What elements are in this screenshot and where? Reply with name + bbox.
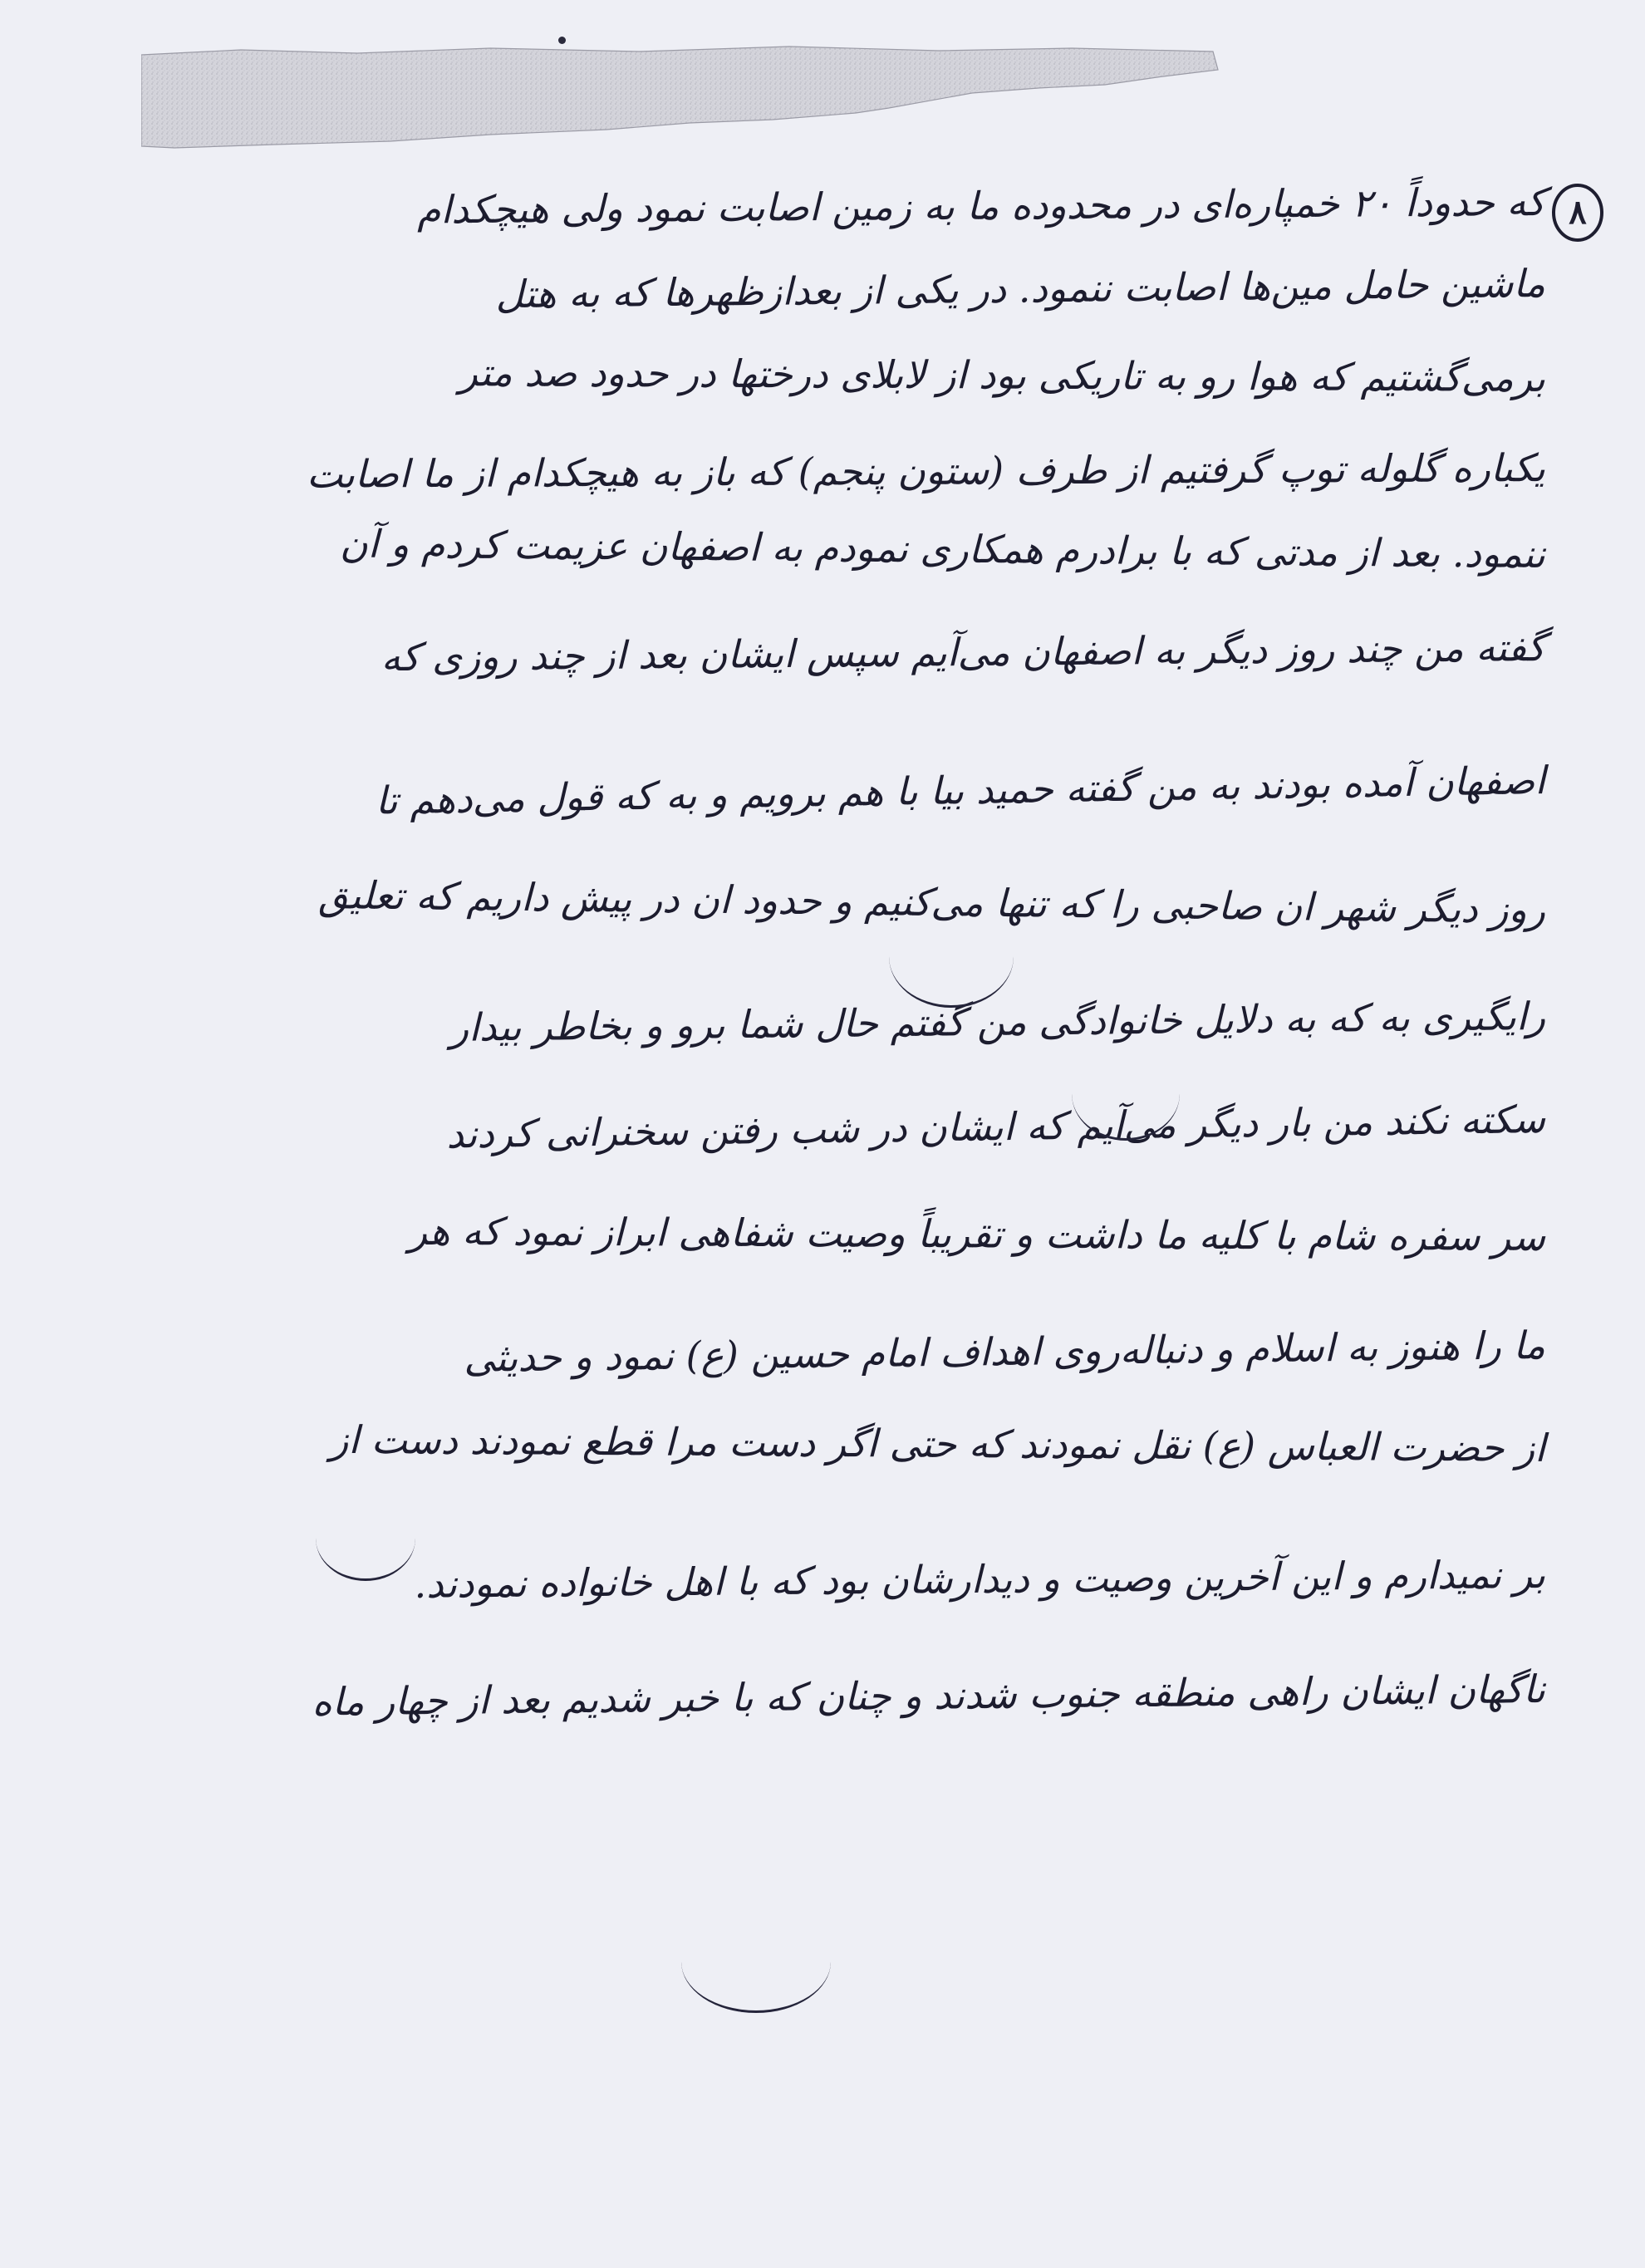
- text-line-15: ناگهان ایشان راهی منطقه جنوب شدند و چنان که با خبر شدیم بعد از چهار ماه: [312, 1667, 1546, 1725]
- pen-stroke-flourish: [1072, 1047, 1180, 1141]
- text-line-9: رایگیری به که به دلایل خانوادگی من گفتم حال شما برو و بخاطر بیدار: [449, 994, 1546, 1050]
- text-line-6: گفته من چند روز دیگر به اصفهان می‌آیم سپس ایشان بعد از چند روزی که: [381, 625, 1546, 680]
- torn-paper-strip: [141, 43, 1221, 150]
- text-line-12: ما را هنوز به اسلام و دنباله‌روی اهداف امام حسین (ع) نمود و حدیثی: [463, 1323, 1546, 1381]
- text-line-14: بر نمیدارم و این آخرین وصیت و دیدارشان بود که با اهل خانواده نمودند.: [414, 1552, 1546, 1607]
- text-line-5: ننمود. بعد از مدتی که با برادرم همکاری نمودم به اصفهان عزیمت کردم و آن: [339, 521, 1546, 577]
- text-line-11: سر سفره شام با کلیه ما داشت و تقریباً وصیت شفاهی ابراز نمود که هر: [408, 1208, 1546, 1259]
- text-line-3: برمی‌گشتیم که هوا رو به تاریکی بود از لابلای درختها در حدود صد متر: [459, 350, 1546, 400]
- text-line-13: از حضرت العباس (ع) نقل نمودند که حتی اگر دست مرا قطع نمودند دست از: [329, 1416, 1546, 1470]
- page-number: [1550, 181, 1605, 244]
- pen-stroke-flourish: [316, 1495, 415, 1581]
- text-line-1: که حدوداً ۲۰ خمپاره‌ای در محدوده ما به زمین اصابت نمود ولی هیچکدام: [416, 179, 1546, 233]
- text-line-8: روز دیگر شهر ان صاحبی را که تنها می‌کنیم و حدود ان در پیش داریم که تعلیق: [317, 871, 1546, 932]
- ink-dot: [558, 37, 566, 44]
- pen-stroke-flourish: [681, 1911, 831, 2013]
- page-number-label: ۸: [1569, 193, 1587, 232]
- pen-stroke-flourish: [889, 906, 1014, 1008]
- text-line-4: یکباره گلوله توپ گرفتیم از طرف (ستون پنجم) که باز به هیچکدام از ما اصابت: [306, 445, 1546, 497]
- text-line-10: سکته نکند من بار دیگر می‌آیم که ایشان در شب رفتن سخنرانی کردند: [446, 1097, 1546, 1157]
- text-line-2: ماشین حامل مین‌ها اصابت ننمود. در یکی از بعدازظهرها که به هتل: [495, 261, 1546, 317]
- text-line-7: اصفهان آمده بودند به من گفته حمید بیا با هم برویم و به که قول می‌دهم تا: [375, 758, 1546, 823]
